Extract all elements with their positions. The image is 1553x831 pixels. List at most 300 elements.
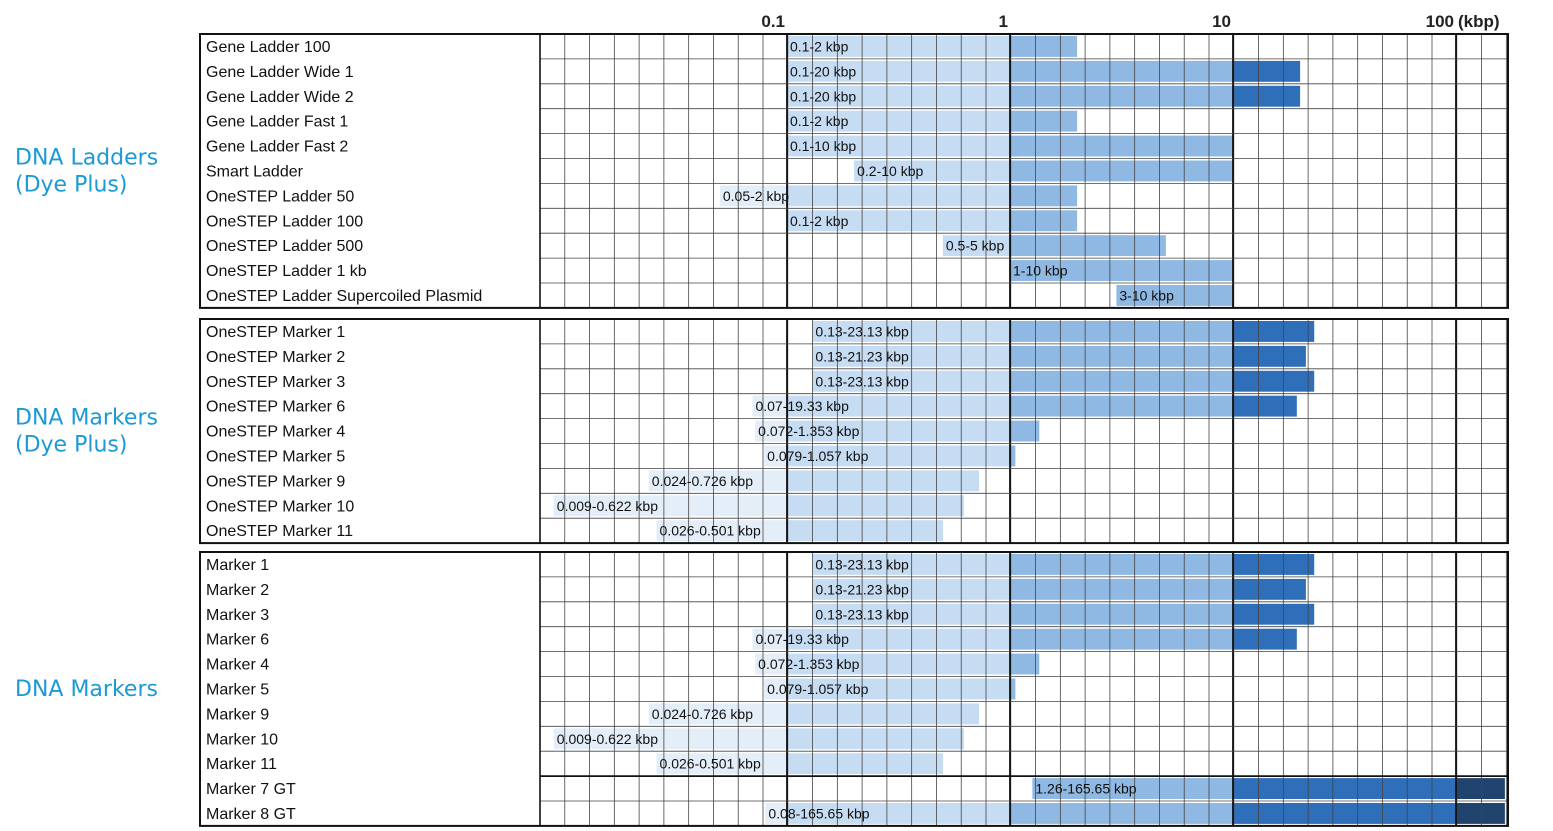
range-bar-cell [862,185,887,206]
range-label: 0.024-0.726 kbp [651,705,753,722]
range-bar-cell [936,396,961,417]
range-bar-cell [961,321,986,342]
range-bar-cell [1234,346,1259,367]
range-bar-cell [936,520,943,541]
group-label-line: DNA Markers [15,405,158,431]
range-bar-cell [1110,629,1135,650]
range-bar-cell [1036,629,1061,650]
range-bar-cell [1333,803,1358,824]
range-bar-cell [1060,136,1085,157]
row-label: Gene Ladder 100 [206,39,331,56]
range-label: 0.009-0.622 kbp [556,497,658,514]
row-label: OneSTEP Ladder 1 kb [206,263,367,281]
row-label: OneSTEP Ladder Supercoiled Plasmid [206,288,483,305]
range-bar-cell [1283,346,1306,367]
row-label: OneSTEP Ladder 500 [206,238,364,256]
range-bar-cell [1110,554,1135,575]
range-label: 1.26-165.65 kbp [1035,780,1137,797]
range-label: 0.026-0.501 kbp [659,755,761,772]
range-bar-cell [1036,396,1061,417]
range-bar-cell [912,346,937,367]
range-bar-cell [912,36,937,57]
range-bar-cell [1011,579,1036,600]
range-bar-cell [1259,371,1284,392]
range-bar-cell [1184,346,1209,367]
range-bar-cell [1283,321,1308,342]
range-bar-cell [1159,778,1184,799]
row-label: OneSTEP Marker 4 [206,423,346,441]
range-bar-cell [912,371,937,392]
range-bar-cell [1085,61,1110,82]
range-bar-cell [912,520,937,541]
row-label: Marker 11 [206,756,277,774]
range-bar-cell [1011,185,1036,206]
row-label: Gene Ladder Fast 2 [206,138,349,156]
range-bar-cell [1135,579,1160,600]
range-bar-cell [1184,778,1209,799]
row-label: Marker 9 [206,706,270,724]
range-bar-cell [1135,161,1160,182]
range-bar-cell [1011,371,1036,392]
row-label: OneSTEP Marker 5 [206,448,346,466]
range-bar-cell [1184,371,1209,392]
range-bar-cell [1209,554,1234,575]
range-bar-cell [961,446,986,467]
range-bar-cell [1283,86,1300,107]
row-label: OneSTEP Marker 11 [206,523,354,541]
range-bar-cell [1060,235,1085,256]
range-bar-cell [862,61,887,82]
range-bar-cell [1110,61,1135,82]
range-bar-cell [862,421,887,442]
range-bar-cell [1036,86,1061,107]
range-bar-cell [936,185,961,206]
range-bar-cell [1159,346,1184,367]
range-bar-cell [1135,629,1160,650]
range-bar-cell [837,470,862,491]
range-bar-cell [1184,629,1209,650]
range-bar-cell [689,728,714,749]
row-label: Marker 2 [206,581,270,599]
range-label: 0.5-5 kbp [945,237,1005,254]
range-label: 0.1-2 kbp [790,113,849,130]
range-bar-cell [1382,778,1407,799]
range-bar-cell [1407,803,1432,824]
range-bar-cell [1209,396,1234,417]
row-label: Smart Ladder [206,163,303,181]
range-bar-cell [936,554,961,575]
range-bar-cell [1159,604,1184,625]
range-bar-cell [813,185,838,206]
group-label [15,145,158,197]
range-bar-cell [1085,579,1110,600]
range-bar-cell [1432,778,1457,799]
range-bar-cell [713,728,738,749]
range-bar-cell [1110,161,1135,182]
range-bar-cell [1234,321,1259,342]
range-bar-cell [1060,629,1085,650]
x-tick-label: 0.1 [761,12,785,31]
row-label: OneSTEP Marker 3 [206,373,346,391]
range-bar-cell [1209,321,1234,342]
range-bar-cell [1110,321,1135,342]
range-bar-cell [986,321,1011,342]
range-bar-cell [1159,235,1165,256]
range-bar-cell [1209,778,1234,799]
range-bar-cell [813,495,838,516]
range-bar-cell [936,86,961,107]
range-bar-cell [1333,778,1358,799]
range-bar-cell [813,520,838,541]
range-label: 0.1-2 kbp [790,38,849,55]
range-bar-cell [887,111,912,132]
group-label-line: (Dye Plus) [15,172,128,198]
range-bar-cell [936,321,961,342]
range-bar-cell [1036,235,1061,256]
range-bar-cell [1085,803,1110,824]
range-bar-cell [936,61,961,82]
range-bar-cell [912,185,937,206]
range-bar-cell [887,86,912,107]
range-bar-cell [1036,579,1061,600]
range-bar-cell [862,629,887,650]
range-bar-cell [1259,86,1284,107]
row-label: OneSTEP Ladder 50 [206,188,355,206]
range-bar-cell [912,728,937,749]
range-bar-cell [1060,185,1077,206]
range-label: 0.13-23.13 kbp [815,606,909,623]
range-bar-cell [936,371,961,392]
range-bar-cell [1209,136,1233,157]
range-bar-cell [1209,285,1233,306]
range-bar-cell [1209,371,1234,392]
range-bar-cell [1407,778,1432,799]
range-bar-cell [1011,604,1036,625]
range-bar-cell [986,679,1011,700]
range-bar-cell [1110,579,1135,600]
row-label: Marker 4 [206,656,270,674]
range-bar-cell [1060,36,1077,57]
range-bar-cell [1457,778,1482,799]
range-bar-cell [1060,371,1085,392]
range-bar-cell [986,210,1011,231]
range-bar-cell [1011,803,1036,824]
range-bar-cell [961,470,979,491]
range-label: 1-10 kbp [1013,262,1068,279]
range-bar-cell [1209,260,1233,281]
range-bar-cell [1259,346,1284,367]
range-bar-cell [887,36,912,57]
range-bar-cell [1482,803,1505,824]
range-bar-cell [936,495,961,516]
range-bar-cell [1110,136,1135,157]
range-bar-cell [1011,61,1036,82]
range-bar-cell [986,185,1011,206]
range-bar-cell [1283,803,1308,824]
range-bar-cell [862,396,887,417]
range-bar-cell [763,753,788,774]
range-bar-cell [1457,803,1482,824]
range-bar-cell [887,136,912,157]
range-bar-cell [1085,235,1110,256]
range-bar-cell [1209,161,1233,182]
range-bar-cell [961,703,979,724]
range-bar-cell [1011,36,1036,57]
range-bar-cell [1283,579,1306,600]
range-bar-cell [1011,396,1036,417]
range-bar-cell [1036,321,1061,342]
range-bar-cell [887,495,912,516]
range-bar-cell [862,36,887,57]
range-bar-cell [1110,396,1135,417]
range-bar-cell [1283,554,1308,575]
range-bar-cell [1159,161,1184,182]
range-bar-cell [1308,554,1314,575]
range-bar-cell [887,210,912,231]
row-label: Marker 5 [206,681,270,699]
range-bar-cell [1060,396,1085,417]
range-bar-cell [1259,604,1284,625]
range-bar-cell [1110,260,1135,281]
range-bar-cell [1159,629,1184,650]
range-bar-cell [1234,579,1259,600]
row-label: Gene Ladder Wide 2 [206,88,354,106]
range-bar-cell [788,728,813,749]
range-bar-cell [986,629,1011,650]
range-label: 0.079-1.057 kbp [767,681,869,697]
range-bar-cell [936,753,943,774]
range-bar-cell [1159,260,1184,281]
range-bar-cell [1135,604,1160,625]
range-bar-cell [936,728,961,749]
range-bar-cell [1135,321,1160,342]
range-label: 0.13-23.13 kbp [815,556,909,573]
range-bar-cell [1135,803,1160,824]
range-bar-cell [986,86,1011,107]
range-bar-cell [763,495,788,516]
range-bar-cell [961,421,986,442]
range-bar-cell [936,136,961,157]
range-bar-cell [763,728,788,749]
x-tick-label: 100 [1425,12,1454,31]
range-bar-cell [713,495,738,516]
range-bar-cell [1060,86,1085,107]
range-bar-cell [936,346,961,367]
range-bar-cell [1259,778,1284,799]
range-bar-cell [1085,136,1110,157]
row-label: OneSTEP Ladder 100 [206,213,364,231]
range-bar-cell [1135,260,1160,281]
range-bar-cell [862,520,887,541]
range-bar-cell [1060,604,1085,625]
range-bar-cell [1011,136,1036,157]
range-bar-cell [1184,61,1209,82]
range-bar-cell [912,803,937,824]
range-bar-cell [1011,554,1036,575]
range-bar-cell [986,446,1011,467]
row-label: OneSTEP Marker 9 [206,473,346,491]
range-bar-cell [1135,86,1160,107]
range-bar-cell [837,728,862,749]
range-bar-cell [788,470,813,491]
range-bar-cell [887,803,912,824]
range-bar-cell [837,185,862,206]
range-bar-cell [1184,803,1209,824]
range-bar-cell [986,371,1011,392]
range-bar-cell [1209,604,1234,625]
range-bar-cell [887,421,912,442]
range-bar-cell [1209,629,1234,650]
range-bar-cell [862,86,887,107]
range-bar-cell [1234,604,1259,625]
range-bar-cell [813,728,838,749]
range-bar-cell [1308,604,1314,625]
range-bar-cell [1358,778,1383,799]
range-bar-cell [1085,396,1110,417]
range-bar-cell [1011,346,1036,367]
range-bar-cell [862,703,887,724]
range-bar-cell [862,470,887,491]
range-bar-cell [788,495,813,516]
range-bar-cell [788,703,813,724]
range-label: 0.05-2 kbp [722,187,790,204]
row-label: Marker 3 [206,606,270,624]
row-label: OneSTEP Marker 1 [206,324,346,341]
range-bar-cell [1234,778,1259,799]
group-label [15,406,158,458]
row-label: OneSTEP Marker 2 [206,348,346,366]
range-bar-cell [936,604,961,625]
range-bar-cell [912,321,937,342]
range-label: 0.079-1.057 kbp [767,448,869,464]
range-bar-cell [936,579,961,600]
range-label: 0.13-21.23 kbp [815,581,909,598]
range-label: 0.1-20 kbp [790,63,857,80]
range-bar-cell [738,495,763,516]
range-bar-cell [1308,371,1314,392]
range-bar-cell [1159,396,1184,417]
range-bar-cell [1085,371,1110,392]
range-bar-cell [1085,161,1110,182]
range-bar-cell [1159,554,1184,575]
range-bar-cell [936,111,961,132]
range-bar-cell [1011,446,1016,467]
range-bar-cell [986,36,1011,57]
range-bar-cell [1110,235,1135,256]
range-bar-cell [961,36,986,57]
range-bar-cell [912,753,937,774]
range-bar-cell [1011,111,1036,132]
range-bar-cell [862,728,887,749]
range-bar-cell [961,629,986,650]
range-label: 0.1-20 kbp [790,88,857,105]
range-bar-cell [1358,803,1383,824]
range-bar-cell [887,396,912,417]
range-bar-cell [862,495,887,516]
range-bar-cell [1011,86,1036,107]
range-bar-cell [961,579,986,600]
range-bar-cell [912,604,937,625]
range-bar-cell [1036,604,1061,625]
range-bar-cell [862,136,887,157]
range-bar-cell [1135,371,1160,392]
range-bar-cell [689,495,714,516]
range-bar [787,86,1300,107]
range-bar-cell [1011,321,1036,342]
range-bar-cell [664,495,689,516]
range-bar-cell [1036,161,1061,182]
range-bar-cell [961,61,986,82]
range-bar-cell [912,136,937,157]
row-label: OneSTEP Marker 6 [206,398,346,416]
range-bar-cell [1184,136,1209,157]
range-bar-cell [1060,803,1085,824]
range-bar-cell [1259,554,1284,575]
range-label: 0.13-21.23 kbp [815,348,909,365]
range-bar-cell [887,61,912,82]
range-bar-cell [1234,396,1259,417]
range-label: 0.072-1.353 kbp [758,423,860,440]
range-bar-cell [986,554,1011,575]
range-bar-cell [986,396,1011,417]
range-bar-cell [813,753,838,774]
range-bar-cell [1159,136,1184,157]
row-label: Marker 10 [206,731,279,749]
range-bar-cell [837,495,862,516]
range-bar-cell [961,86,986,107]
row-label: Gene Ladder Fast 1 [206,113,349,131]
range-bar-cell [1110,604,1135,625]
range-bar [787,61,1300,82]
range-bar-cell [912,703,937,724]
range-label: 0.1-2 kbp [790,212,849,229]
range-bar-cell [1234,61,1259,82]
range-bar-cell [1184,579,1209,600]
range-bar-cell [763,520,788,541]
range-label: 0.072-1.353 kbp [758,656,860,673]
row-label: OneSTEP Marker 10 [206,498,355,516]
range-bar-cell [1135,136,1160,157]
range-bar-cell [664,728,689,749]
range-bar-cell [1234,371,1259,392]
range-bar-cell [912,86,937,107]
range-bar-cell [1184,396,1209,417]
x-tick-label: 10 [1212,12,1231,31]
range-bar-cell [936,470,961,491]
range-bar-cell [1184,161,1209,182]
range-bar-cell [862,753,887,774]
range-bar-cell [1036,111,1061,132]
range-bar-cell [813,470,838,491]
range-bar-cell [1234,629,1259,650]
range-bar-cell [912,495,937,516]
row-label: Marker 6 [206,631,270,649]
range-bar-cell [1234,554,1259,575]
range-bar-cell [1036,36,1061,57]
range-bar-cell [887,679,912,700]
range-label: 0.13-23.13 kbp [815,373,909,390]
range-bar-cell [1085,554,1110,575]
range-bar-cell [1036,61,1061,82]
range-bar-cell [1159,61,1184,82]
range-label: 0.2-10 kbp [857,163,924,179]
range-bar-cell [837,520,862,541]
range-bar-cell [1085,346,1110,367]
range-label: 0.07-19.33 kbp [755,398,849,415]
range-bar-cell [912,554,937,575]
range-bar-cell [936,703,961,724]
range-bar-cell [986,654,1011,675]
